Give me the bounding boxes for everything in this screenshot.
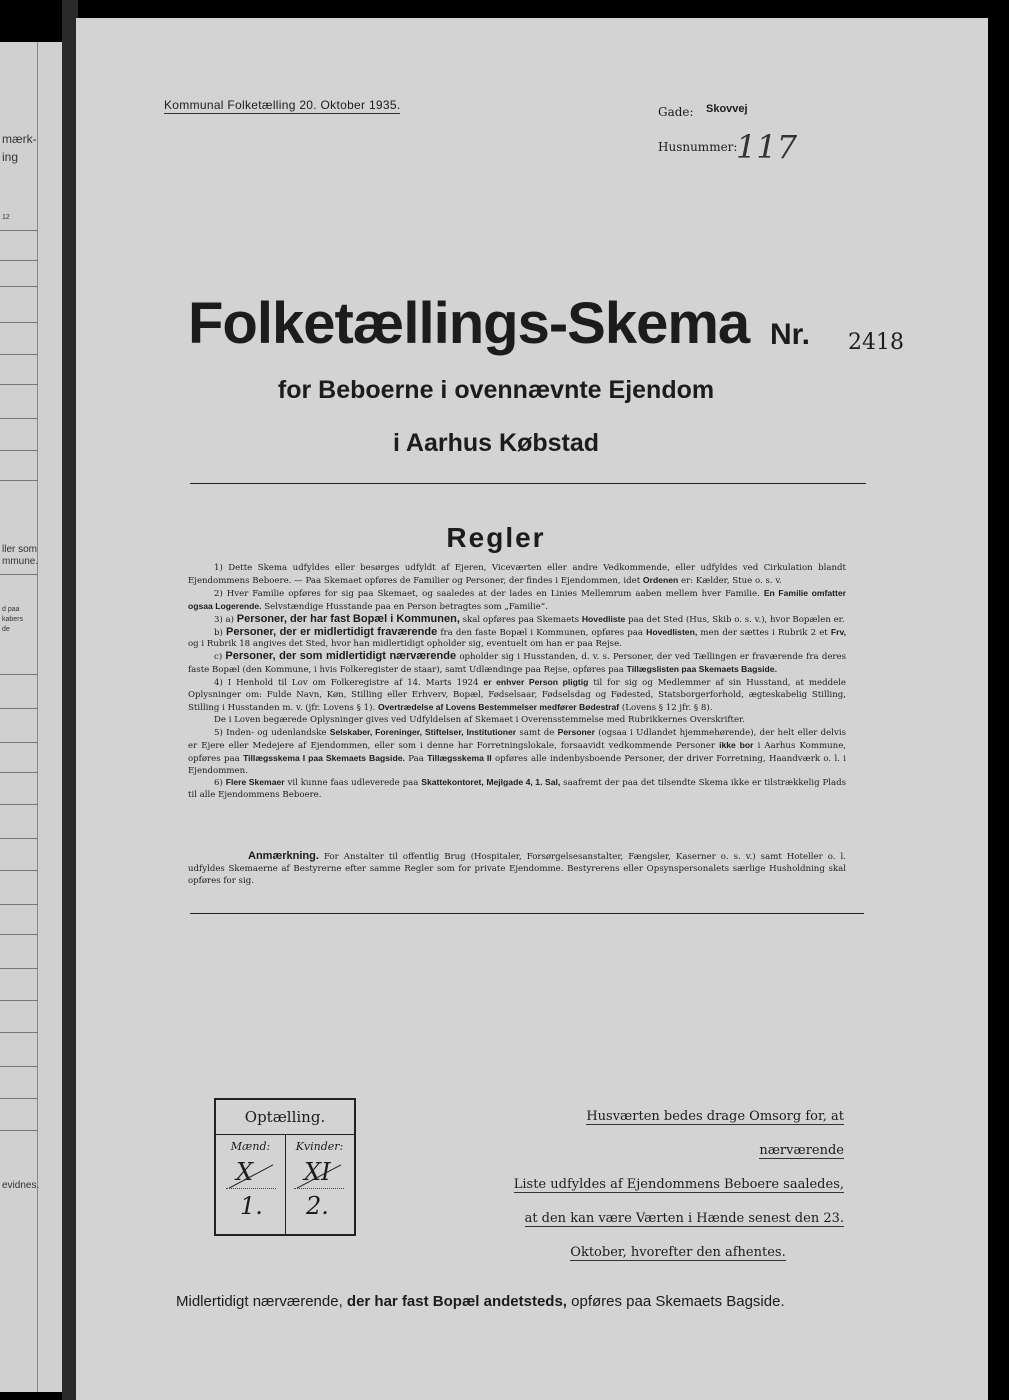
maend-crossed-value: X <box>236 1158 254 1186</box>
row-rule <box>0 384 38 385</box>
census-header: Kommunal Folketælling 20. Oktober 1935. <box>164 98 401 112</box>
row-rule <box>0 1066 38 1067</box>
rule-3b: b) Personer, der er midlertidigt fraværende fra den faste Bopæl i Kommunen, opføres paa Hovedlisten, men der sættes i Rubrik 2 et Frv, og i Rubrik 18 angives det Sted, hvor han midlertidigt opholder sig, eventuelt om han er paa Rejse. <box>188 625 847 650</box>
gade-label: Gade: <box>658 105 694 119</box>
optaelling-title: Optælling. <box>244 1108 326 1126</box>
row-rule <box>0 574 38 575</box>
fragment-text: mmune. <box>2 556 39 567</box>
row-rule <box>0 674 38 675</box>
notice-line: at den kan være Værten i Hænde senest den 23. <box>524 1211 844 1226</box>
husnummer-value: 117 <box>736 128 798 166</box>
row-rule <box>0 1098 38 1099</box>
fragment-text: ller som <box>2 544 38 555</box>
row-rule <box>0 230 38 231</box>
regler-heading: Regler <box>446 522 546 553</box>
row-rule <box>0 286 38 287</box>
previous-page-fragment <box>0 42 62 1392</box>
row-rule <box>0 742 38 743</box>
rule-6: 6) Flere Skemaer vil kunne faas udleverede paa Skattekontoret, Mejlgade 4, 1. Sal, saafremt der paa det tilsendte Skema ikke er tilstrækkelig Plads til alle Ejendommens Beboere. <box>188 777 847 801</box>
row-rule <box>0 450 38 451</box>
row-rule <box>0 418 38 419</box>
rule-1: 1) Dette Skema udfyldes eller besørges udfyldt af Ejeren, Viceværten eller andre Vedkommende, eller udfyldes ved Cirkulation blandt Ejendommens Beboere. — Paa Skemaet opføres de Familier og Personer, der findes i Ejendommen, idet Ordenen er: Kælder, Stue o. s. v. <box>188 563 846 586</box>
rule-3c: c) Personer, der som midlertidigt nærværende opholder sig i Husstanden, d. v. s. Personer, der ved Tællingen er fraværende fra deres faste Bopæl (den Kommune, i hvis Folkeregister de staar), samt Udlændinge paa Rejse, opføres paa Tillægslisten paa Skemaets Bagside. <box>188 650 847 676</box>
row-rule <box>0 1000 38 1001</box>
rule-5: 5) Inden- og udenlandske Selskaber, Foreninger, Stiftelser, Institutioner samt de Personer (ogsaa i Udlandet hjemmehørende), der helt eller delvis er Ejere eller Medejere af Ejendommen, eller som i denne har Forretningslokale, forsaavidt vedkommende Personer ikke bor i Aarhus Kommune, opføres paa Tillægsskema I paa Skemaets Bagside. Paa Tillægsskema II opføres alle indenbysboende Personer, der driver Forretning, Haandværk o. l. i Ejendommen. <box>188 726 847 776</box>
row-rule <box>0 1032 38 1033</box>
row-rule <box>0 772 38 773</box>
form-title: Folketællings-Skema <box>188 291 750 356</box>
kvinder-crossed-value: XI <box>304 1158 331 1186</box>
row-rule <box>0 968 38 969</box>
fragment-text: evidnes. <box>2 1180 40 1191</box>
fragment-text: d paa <box>2 606 20 613</box>
row-rule <box>0 708 38 709</box>
rule-4: 4) I Henhold til Lov om Folkeregistre af 14. Marts 1924 er enhver Person pligtig til for sig og Medlemmer af sin Husstand, at meddele Oplysninger om: Fulde Navn, Køn, Stilling eller Erhverv, Bopæl, Fødselsaar, Fødselsdag og Fødested, Statsborgerforhold, ægteskabelig Stilling, Stilling i Husstanden m. v. (jfr. Lovens § 1). Overtrædelse af Lovens Bestemmelser medfører Bødestraf (Lovens § 12 jfr. § 8). <box>188 677 847 713</box>
maend-label: Mænd: <box>230 1140 271 1153</box>
fragment-text: 12 <box>2 214 10 221</box>
row-rule <box>0 260 38 261</box>
row-rule <box>0 1130 38 1131</box>
notice-line: Oktober, hvorefter den afhentes. <box>570 1245 786 1260</box>
anmaerkning-text: For Anstalter til offentlig Brug (Hospitaler, Forsørgelsesanstalter, Fængsler, Kaserner o. s. v.) samt Hoteller o. l. udfyldes Skemaerne af Bestyrerne efter samme Regler som for private Ejendomme. Bestyrerens eller Opsynspersonalets særlige Husholdning skal opføres for sig. <box>188 852 847 886</box>
row-rule <box>0 870 38 871</box>
fragment-text: kabers <box>2 616 24 623</box>
row-rule <box>0 480 38 481</box>
row-rule <box>0 934 38 935</box>
row-rule <box>0 354 38 355</box>
notice-line: Liste udfyldes af Ejendommens Beboere saaledes, <box>513 1177 844 1192</box>
rule-4-note: De i Loven begærede Oplysninger gives ved Udfyldelsen af Skemaet i Overensstemmelse med Rubrikkernes Overskrifter. <box>214 714 745 725</box>
footer-part: der har fast Bopæl andetsteds, <box>346 1293 567 1310</box>
row-rule <box>0 838 38 839</box>
entry-line <box>294 1188 344 1189</box>
gade-value: Skovvej <box>706 103 748 115</box>
kvinder-label: Kvinder: <box>295 1140 344 1153</box>
row-rule <box>0 322 38 323</box>
footer-part: opføres paa Skemaets Bagside. <box>571 1293 785 1310</box>
divider <box>190 483 866 484</box>
row-rule <box>0 904 38 905</box>
nr-label: Nr. <box>770 318 811 351</box>
divider <box>190 913 864 914</box>
census-form-page <box>76 18 988 1400</box>
rule-3a: 3) a) Personer, der har fast Bopæl i Kommunen, skal opføres paa Skemaets Hovedliste paa det Sted (Hus, Skib o. s. v.), hvor Bopælen er. <box>214 612 845 625</box>
rule-2: 2) Hver Familie opføres for sig paa Skemaet, og saaledes at der lades en Linies Mellemrum aaben mellem hver Familie. En Familie omfatter ogsaa Logerende. Selvstændige Husstande paa en Person betragtes som „Familie“. <box>188 587 846 612</box>
anmaerkning-label: Anmærkning. <box>248 850 319 862</box>
maend-value: 1. <box>240 1192 263 1220</box>
husnummer-label: Husnummer: <box>658 140 738 154</box>
footer-part: Midlertidigt nærværende, <box>176 1293 343 1310</box>
fragment-text: de <box>2 626 10 633</box>
subtitle-aarhus: i Aarhus Købstad <box>392 429 600 457</box>
rules-text <box>188 563 846 802</box>
fragment-text: ing <box>2 150 19 164</box>
optaelling-box <box>214 1098 356 1236</box>
entry-line <box>226 1188 276 1189</box>
subtitle-beboerne: for Beboerne i ovennævnte Ejendom <box>277 376 715 404</box>
notice-line: Husværten bedes drage Omsorg for, at nærværende <box>586 1109 844 1158</box>
landlord-notice <box>512 1100 844 1270</box>
footer-note <box>176 1293 876 1310</box>
fragment-text: mærk- <box>2 132 37 146</box>
kvinder-value: 2. <box>306 1192 329 1220</box>
anmaerkning <box>188 850 846 887</box>
form-number: 2418 <box>848 330 904 355</box>
row-rule <box>0 804 38 805</box>
